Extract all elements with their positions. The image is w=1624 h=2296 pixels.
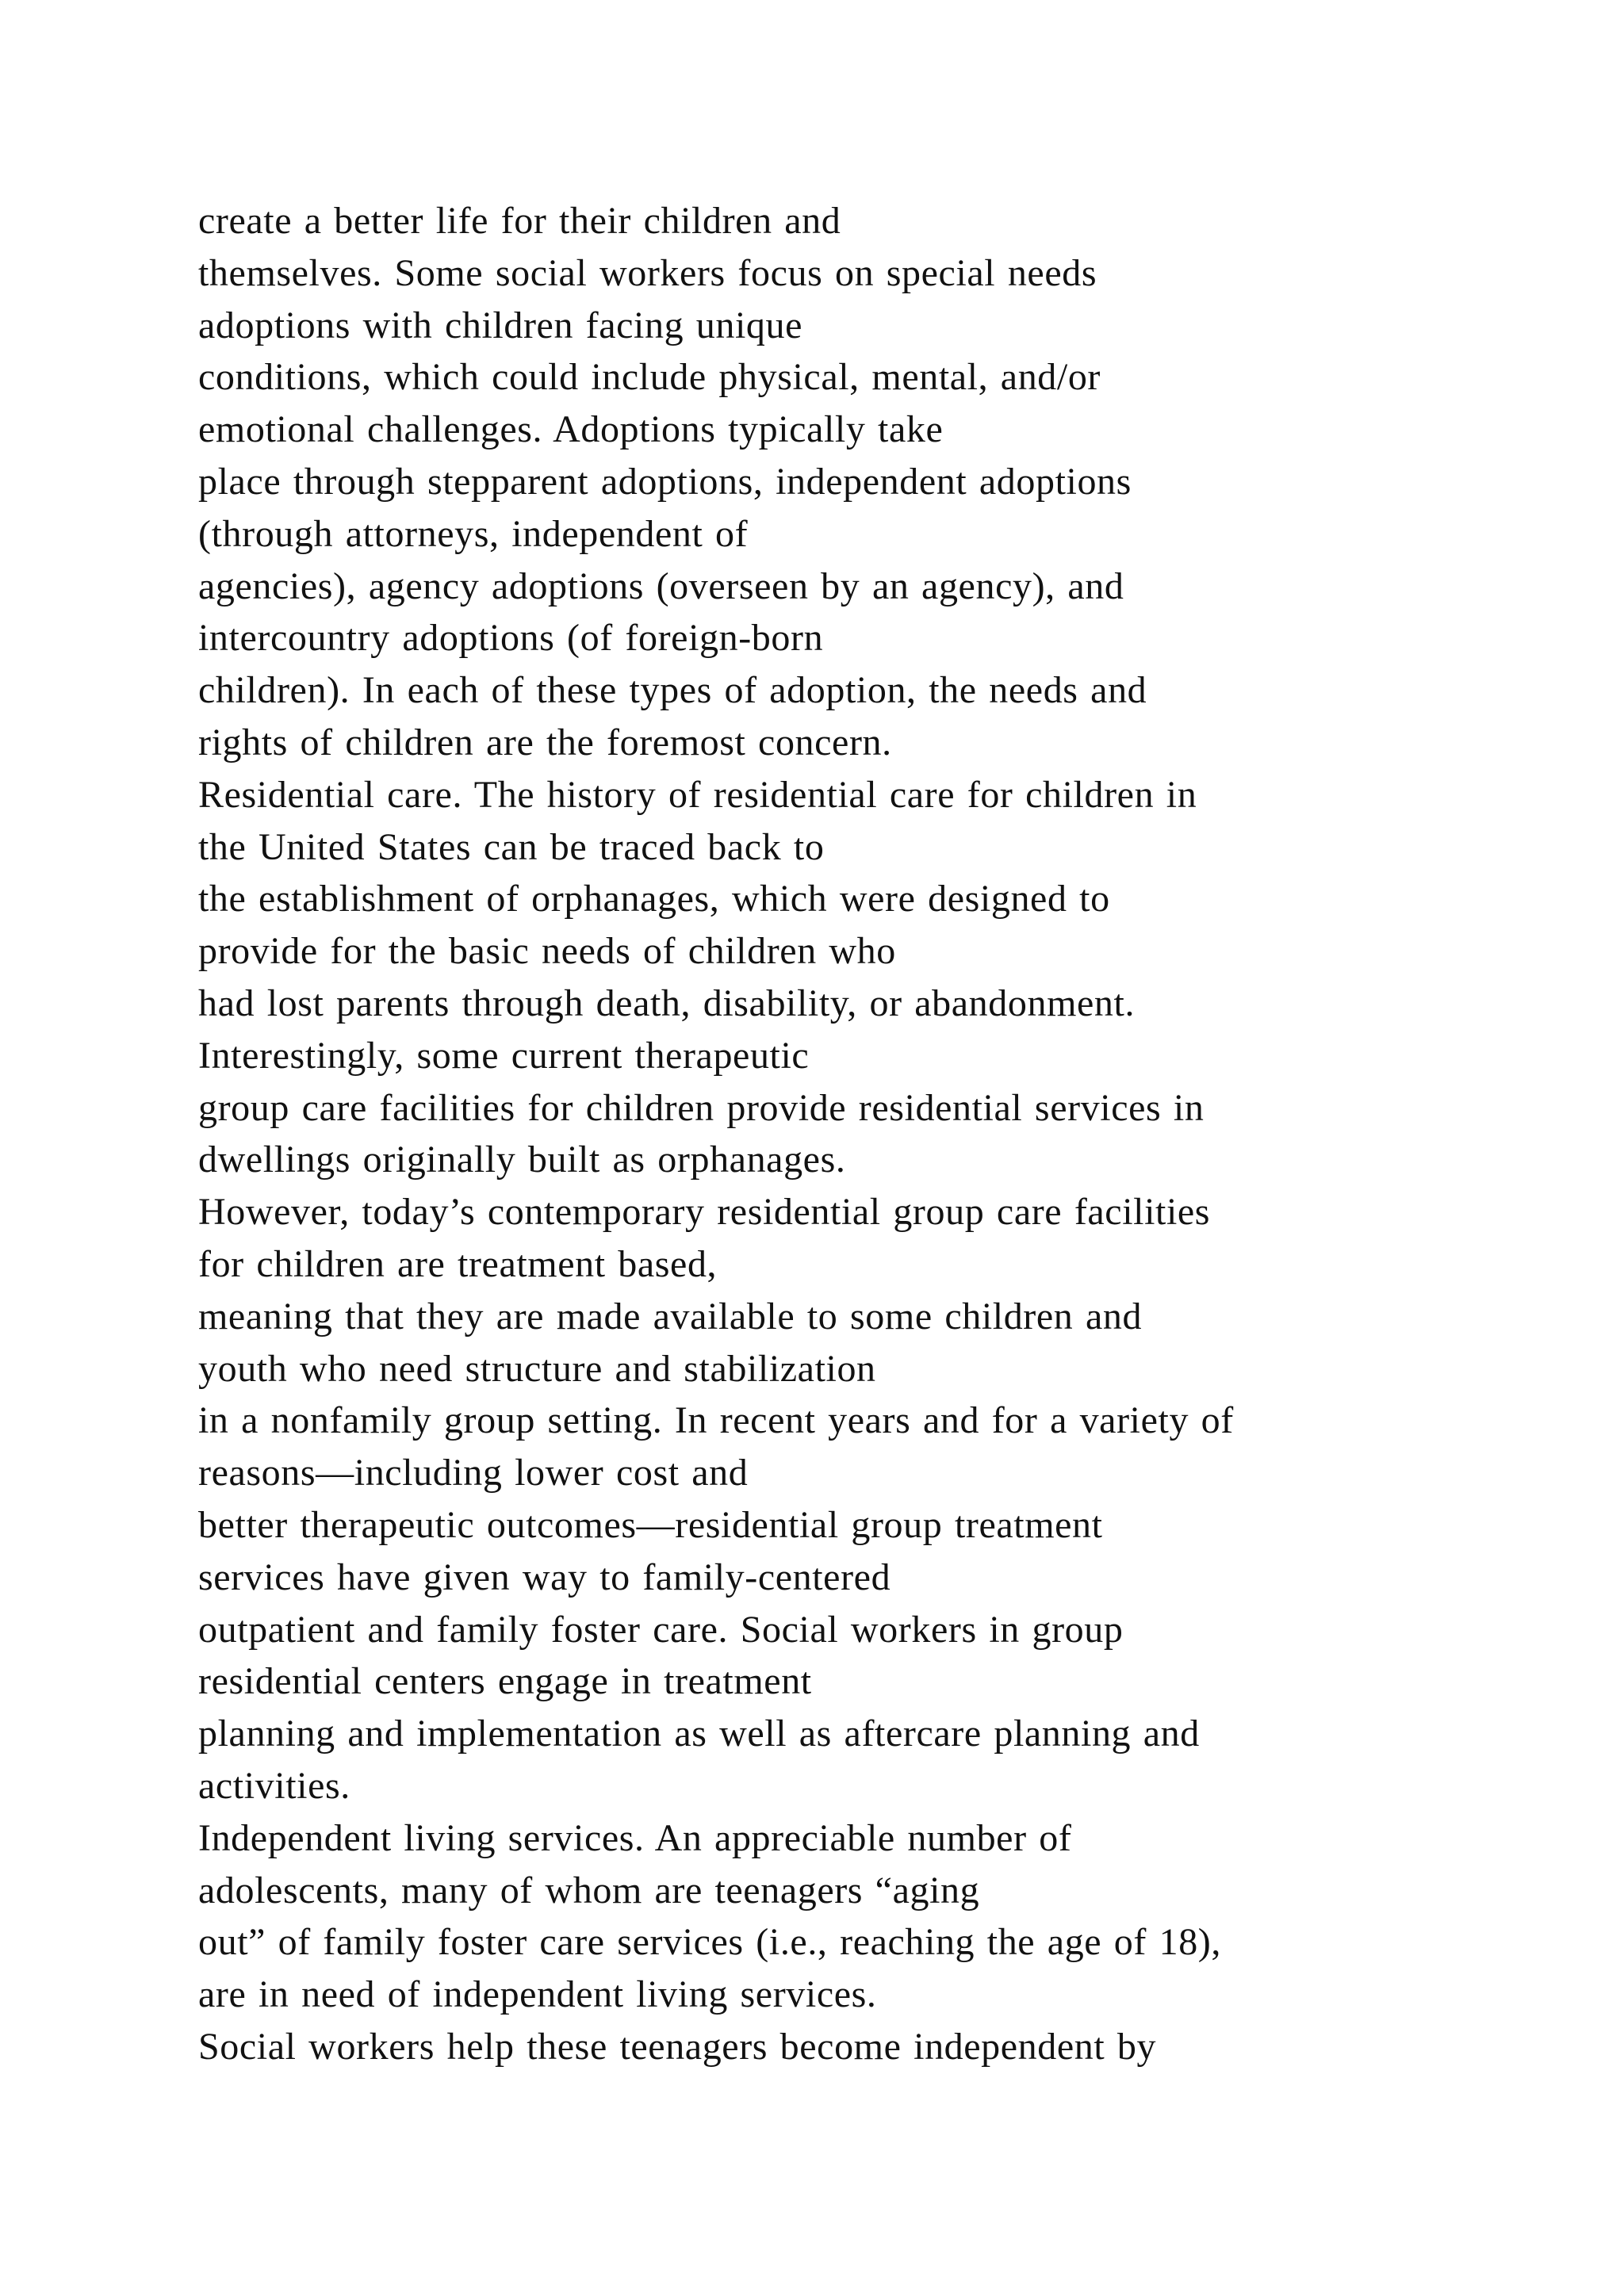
text-line: dwellings originally built as orphanages.: [198, 1138, 846, 1181]
text-line: Residential care. The history of residential care for children in: [198, 773, 1197, 816]
text-line: intercountry adoptions (of foreign-born: [198, 617, 824, 660]
text-line: emotional challenges. Adoptions typically take: [198, 408, 944, 451]
text-line: had lost parents through death, disability, or abandonment.: [198, 982, 1136, 1024]
body-text: [198, 195, 1610, 2073]
text-line: provide for the basic needs of children who: [198, 930, 896, 973]
text-line: Interestingly, some current therapeutic: [198, 1034, 810, 1077]
text-line: residential centers engage in treatment: [198, 1660, 812, 1703]
text-line: are in need of independent living services.: [198, 1973, 877, 2016]
text-line: (through attorneys, independent of: [198, 512, 749, 555]
text-line: youth who need structure and stabilization: [198, 1347, 876, 1390]
text-line: meaning that they are made available to some children and: [198, 1295, 1143, 1337]
text-line: adolescents, many of whom are teenagers “aging: [198, 1869, 980, 1911]
text-line: activities.: [198, 1764, 350, 1807]
text-line: Social workers help these teenagers become independent by: [198, 2025, 1157, 2068]
text-line: group care facilities for children provide residential services in: [198, 1086, 1205, 1129]
text-line: adoptions with children facing unique: [198, 304, 803, 346]
text-line: reasons—including lower cost and: [198, 1452, 749, 1494]
text-line: place through stepparent adoptions, independent adoptions: [198, 460, 1132, 503]
text-line: for children are treatment based,: [198, 1242, 718, 1285]
text-line: services have given way to family-centered: [198, 1556, 891, 1598]
text-line: planning and implementation as well as aftercare planning and: [198, 1712, 1200, 1755]
text-line: children). In each of these types of adoption, the needs and: [198, 669, 1147, 712]
text-line: the United States can be traced back to: [198, 825, 825, 868]
text-line: rights of children are the foremost concern.: [198, 721, 892, 763]
text-line: out” of family foster care services (i.e., reaching the age of 18),: [198, 1921, 1221, 1964]
text-line: outpatient and family foster care. Social workers in group: [198, 1608, 1124, 1651]
text-line: agencies), agency adoptions (overseen by an agency), and: [198, 564, 1124, 607]
text-line: in a nonfamily group setting. In recent years and for a variety of: [198, 1399, 1234, 1442]
text-line: Independent living services. An appreciable number of: [198, 1816, 1072, 1859]
text-line: conditions, which could include physical, mental, and/or: [198, 356, 1101, 399]
text-line: themselves. Some social workers focus on special needs: [198, 251, 1097, 294]
text-line: better therapeutic outcomes—residential group treatment: [198, 1503, 1103, 1546]
text-line: However, today’s contemporary residential group care facilities: [198, 1191, 1211, 1234]
text-line: create a better life for their children and: [198, 200, 841, 242]
text-line: the establishment of orphanages, which were designed to: [198, 878, 1110, 920]
